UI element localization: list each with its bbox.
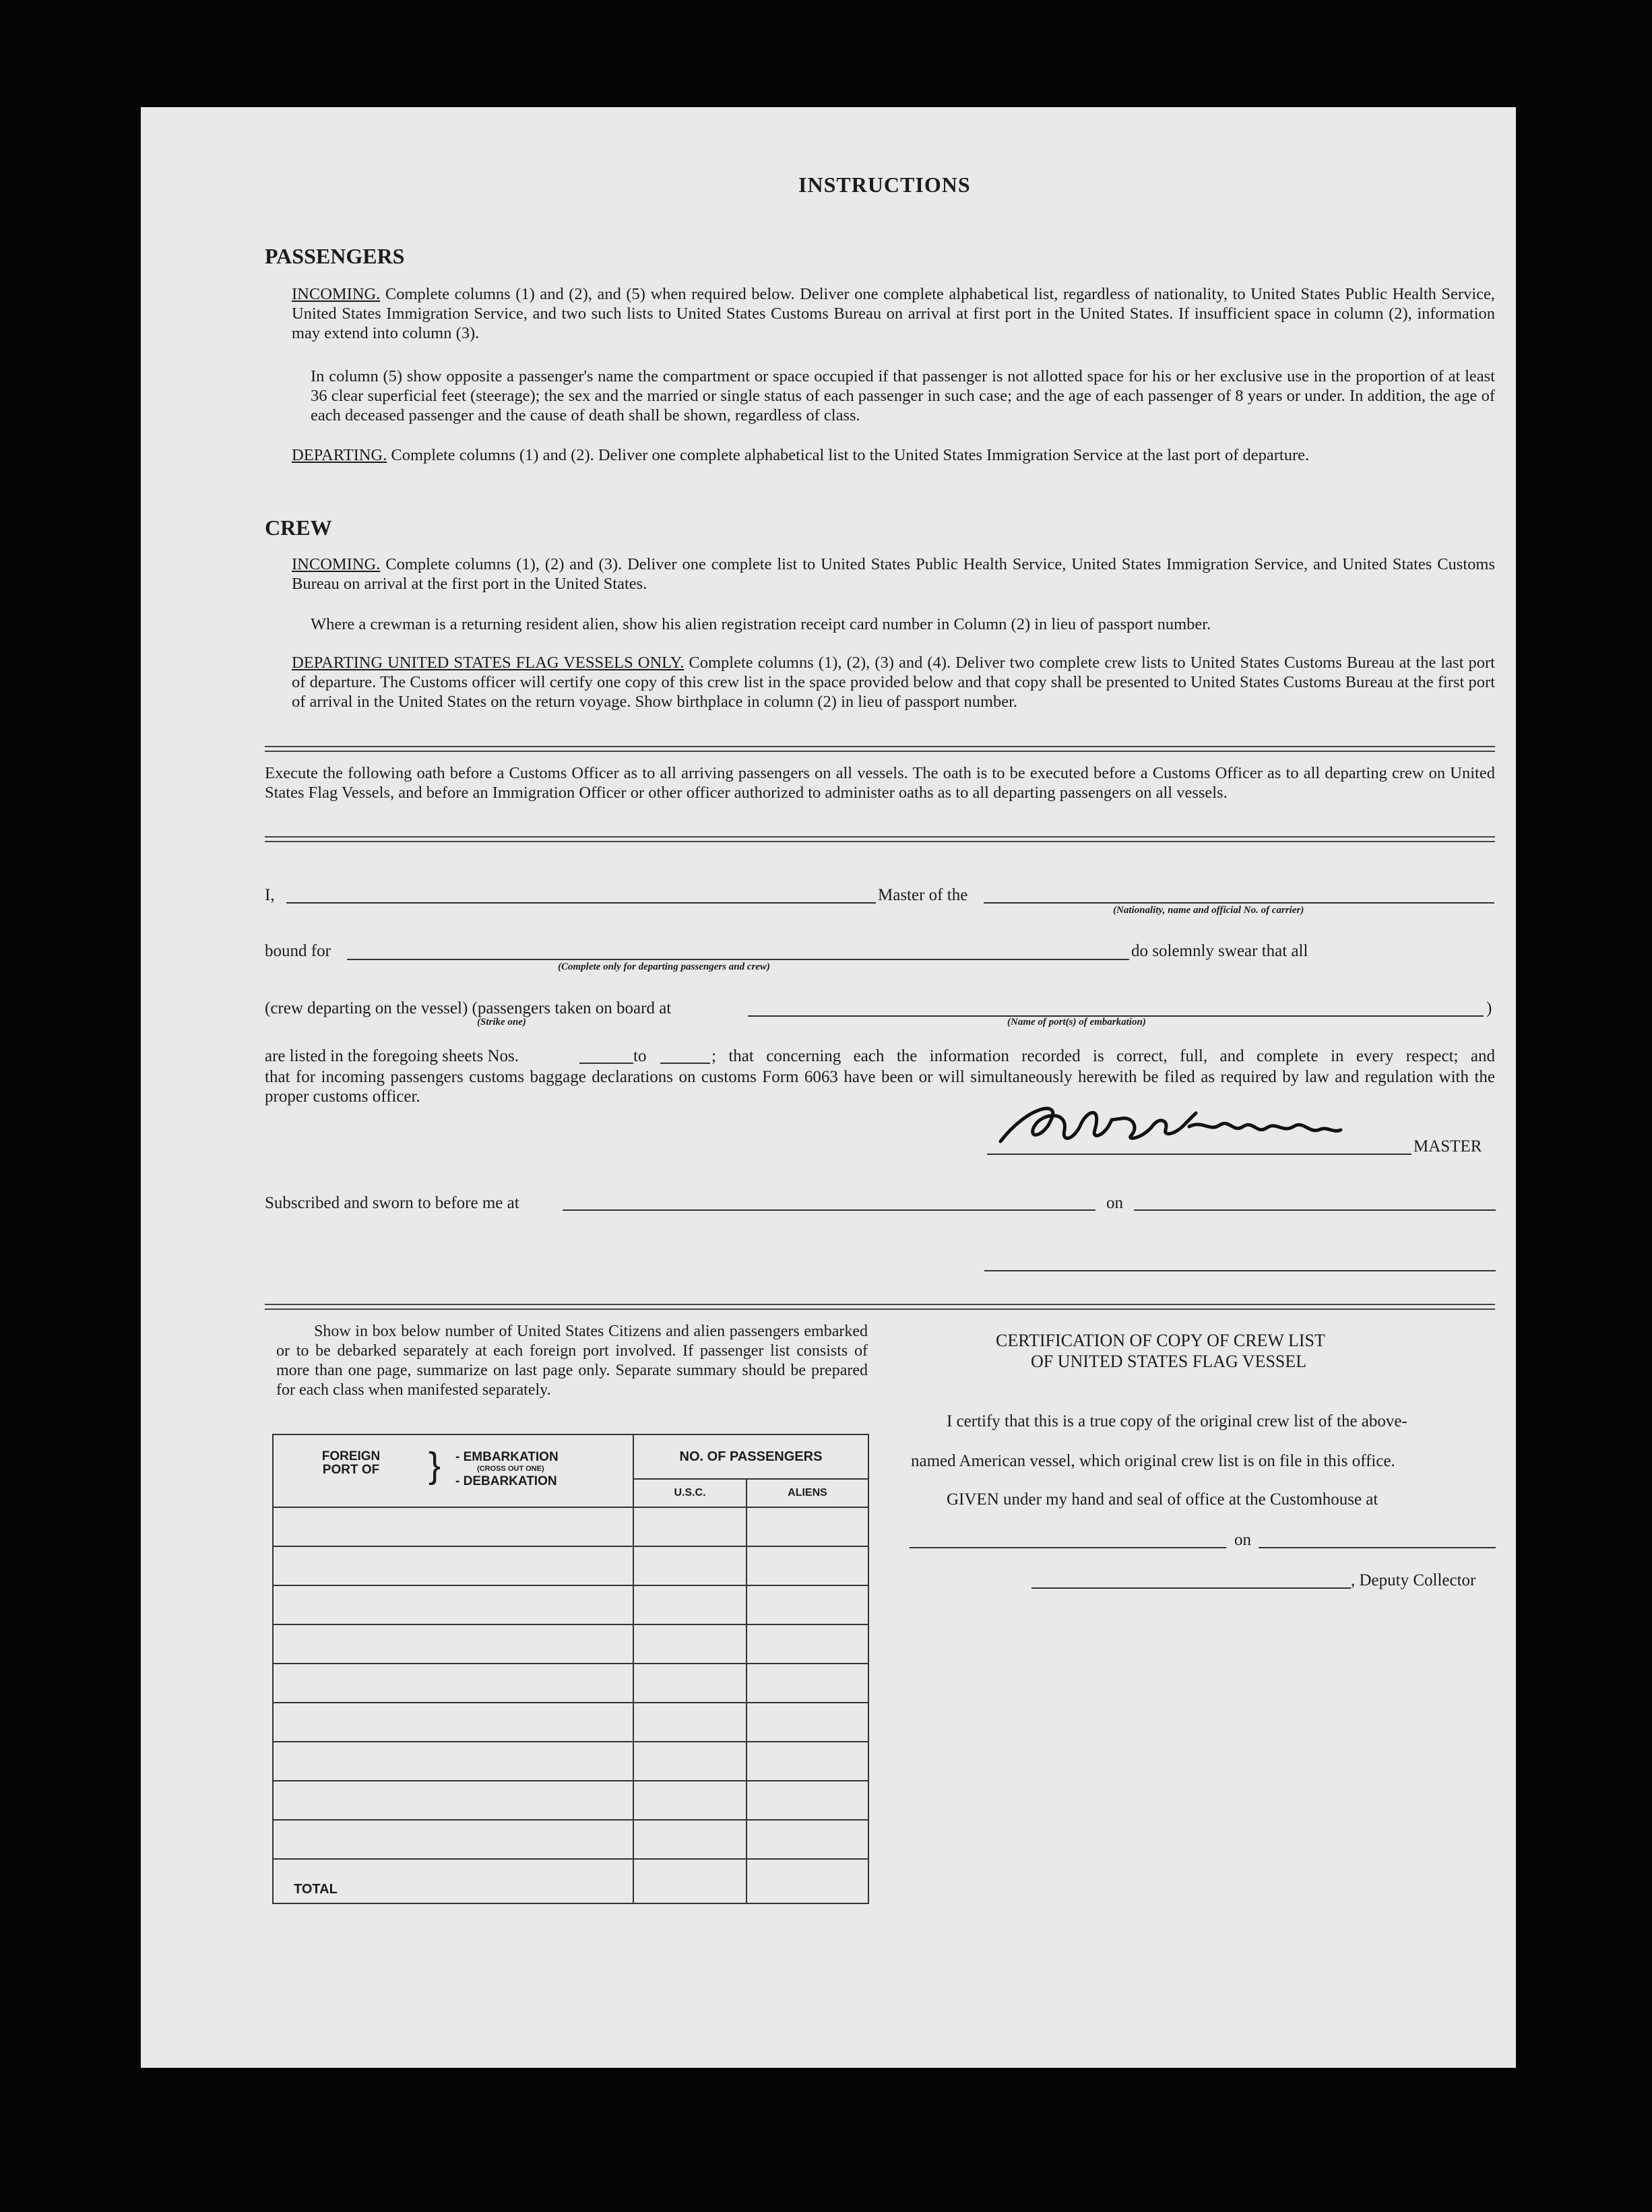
total-usc-cell[interactable] — [633, 1859, 746, 1903]
oath-i-label: I, — [265, 886, 275, 904]
total-aliens-cell[interactable] — [746, 1859, 868, 1903]
port-cell[interactable] — [273, 1742, 633, 1781]
passengers-heading: PASSENGERS — [265, 244, 405, 268]
aliens-header: ALIENS — [746, 1479, 868, 1507]
customhouse-field[interactable] — [910, 1547, 1226, 1548]
oath-listed-2: ; that concerning each the information recorded is correct, full, and complete in every respect; and — [711, 1047, 1495, 1065]
divider — [265, 746, 1495, 752]
carrier-caption: (Nationality, name and official No. of carrier) — [1113, 905, 1304, 916]
oath-intro: Execute the following oath before a Customs Officer as to all arriving passengers on all vessels. The oath is to be executed before a Customs Officer as to all departing crew on United States Flag Vessels, and before an Immigration Officer or other officer authorized to administer oaths as to all departing passengers on all vessels. — [265, 764, 1495, 802]
complete-caption: (Complete only for departing passengers and crew) — [558, 961, 770, 972]
no-passengers-header: NO. OF PASSENGERS — [633, 1434, 868, 1479]
aliens-cell[interactable] — [746, 1624, 868, 1664]
passengers-column5-paragraph — [311, 367, 1495, 425]
sheet-to-field[interactable] — [660, 1063, 710, 1064]
subscribed-label: Subscribed and sworn to before me at — [265, 1194, 519, 1212]
passengers-departing-label: DEPARTING. — [292, 446, 387, 464]
crew-departing-label: DEPARTING UNITED STATES FLAG VESSELS ONLY. — [292, 654, 685, 672]
sworn-date-field[interactable] — [1134, 1209, 1496, 1211]
master-label: MASTER — [1413, 1137, 1482, 1156]
total-row — [273, 1859, 868, 1903]
table-row — [273, 1703, 868, 1742]
usc-cell[interactable] — [633, 1585, 746, 1624]
passengers-column5-text: In column (5) show opposite a passenger's name the compartment or space occupied if that passenger is not allotted space for his or her exclusive use in the proportion of at least 36 clear superficial feet (steerage); the sex and the married or single status of each passenger in such case; and the age of each passenger of 8 years or under. In addition, the age of each deceased passenger and the cause of death shall be shown, regardless of class. — [311, 367, 1495, 424]
crew-alien-paragraph — [311, 614, 1495, 634]
passengers-incoming-paragraph — [292, 284, 1495, 343]
passengers-incoming-label: INCOMING. — [292, 285, 381, 303]
usc-cell[interactable] — [633, 1507, 746, 1546]
oath-close-paren: ) — [1486, 999, 1492, 1017]
strike-caption: (Strike one) — [477, 1017, 526, 1028]
sworn-place-field[interactable] — [563, 1209, 1095, 1211]
port-cell[interactable] — [273, 1546, 633, 1585]
usc-cell[interactable] — [633, 1820, 746, 1859]
oath-listed-3: that for incoming passengers customs baggage declarations on customs Form 6063 have been or will simultaneously herewith be filed as required by law and regulation with the proper customs officer. — [265, 1068, 1495, 1106]
usc-cell[interactable] — [633, 1703, 746, 1742]
total-label: TOTAL — [273, 1859, 633, 1903]
usc-header: U.S.C. — [633, 1479, 746, 1507]
carrier-field[interactable] — [984, 902, 1494, 904]
debarkation-label: - DEBARKATION — [455, 1474, 557, 1488]
oath-swear: do solemnly swear that all — [1131, 942, 1308, 960]
oath-listed-to: to — [633, 1047, 647, 1065]
port-cell[interactable] — [273, 1624, 633, 1664]
passenger-summary-table — [272, 1434, 869, 1904]
crew-incoming-text: Complete columns (1), (2) and (3). Deliver one complete list to United States Public Health Service, United States Immigration Service, and United States Customs Bureau on arrival at the first port in the United States. — [292, 555, 1495, 593]
passengers-departing-text: Complete columns (1) and (2). Deliver one complete alphabetical list to the United States Immigration Service at the last port of departure. — [387, 446, 1310, 464]
usc-cell[interactable] — [633, 1664, 746, 1703]
port-cell[interactable] — [273, 1781, 633, 1820]
certification-line-1: I certify that this is a true copy of the original crew list of the above- — [947, 1412, 1407, 1430]
certification-heading-2: OF UNITED STATES FLAG VESSEL — [1031, 1352, 1307, 1371]
aliens-cell[interactable] — [746, 1507, 868, 1546]
port-cell[interactable] — [273, 1585, 633, 1624]
port-cell[interactable] — [273, 1820, 633, 1859]
cross-out-label: (CROSS OUT ONE) — [477, 1465, 544, 1473]
usc-cell[interactable] — [633, 1546, 746, 1585]
oath-listed-1: are listed in the foregoing sheets Nos. — [265, 1047, 519, 1065]
aliens-cell[interactable] — [746, 1703, 868, 1742]
table-row — [273, 1664, 868, 1703]
passengers-incoming-text: Complete columns (1) and (2), and (5) when required below. Deliver one complete alphabetical list, regardless of nationality, to United States Public Health Service, United States Immigration Service, and two such lists to United States Customs Bureau on arrival at first port in the United States. If insufficient space in column (2), information may extend into column (3). — [292, 285, 1495, 342]
crew-heading: CREW — [265, 515, 332, 540]
deputy-collector-field[interactable] — [1031, 1587, 1351, 1589]
ports-caption: (Name of port(s) of embarkation) — [1007, 1017, 1146, 1028]
port-cell[interactable] — [273, 1664, 633, 1703]
subscribed-on: on — [1106, 1194, 1123, 1212]
table-row — [273, 1585, 868, 1624]
master-name-field[interactable] — [286, 902, 876, 904]
table-row — [273, 1820, 868, 1859]
aliens-cell[interactable] — [746, 1781, 868, 1820]
usc-cell[interactable] — [633, 1624, 746, 1664]
divider — [265, 1304, 1495, 1310]
aliens-cell[interactable] — [746, 1546, 868, 1585]
table-row — [273, 1624, 868, 1664]
oath-crew-departing: (crew departing on the vessel) (passengers taken on board at — [265, 999, 672, 1017]
aliens-cell[interactable] — [746, 1742, 868, 1781]
table-row — [273, 1546, 868, 1585]
port-cell[interactable] — [273, 1507, 633, 1546]
certification-line-2: named American vessel, which original crew list is on file in this office. — [911, 1452, 1395, 1470]
officer-signature-field[interactable] — [984, 1270, 1496, 1271]
foreign-port-label: FOREIGN PORT OF — [321, 1449, 381, 1477]
sheet-from-field[interactable] — [579, 1063, 633, 1064]
divider — [265, 836, 1495, 842]
table-row — [273, 1781, 868, 1820]
table-row — [273, 1742, 868, 1781]
usc-cell[interactable] — [633, 1742, 746, 1781]
certification-heading-1: CERTIFICATION OF COPY OF CREW LIST — [996, 1331, 1325, 1350]
crew-alien-text: Where a crewman is a returning resident alien, show his alien registration receipt card number in Column (2) in lieu of passport number. — [311, 615, 1211, 633]
embarkation-label: - EMBARKATION — [455, 1450, 559, 1464]
master-signature-line[interactable] — [987, 1154, 1411, 1155]
destination-field[interactable] — [347, 959, 1129, 960]
crew-incoming-paragraph — [292, 555, 1495, 594]
oath-bound-for: bound for — [265, 942, 331, 960]
brace-icon: } — [428, 1445, 441, 1486]
aliens-cell[interactable] — [746, 1664, 868, 1703]
page-title: INSTRUCTIONS — [798, 172, 971, 197]
deputy-collector-label: , Deputy Collector — [1351, 1571, 1476, 1589]
crew-incoming-label: INCOMING. — [292, 555, 381, 573]
certification-line-3: GIVEN under my hand and seal of office at the Customhouse at — [947, 1490, 1378, 1509]
master-signature — [987, 1100, 1378, 1154]
aliens-cell[interactable] — [746, 1585, 868, 1624]
crew-departing-text: Complete columns (1), (2), (3) and (4). Deliver two complete crew lists to United States Customs Bureau at the last port of departure. The Customs officer will certify one copy of this crew list in the space provided below and that copy shall be presented to United States Customs Bureau at the first port of arrival in the United States on the return voyage. Show birthplace in column (2) in lieu of passport number. — [292, 654, 1495, 711]
aliens-cell[interactable] — [746, 1820, 868, 1859]
usc-cell[interactable] — [633, 1781, 746, 1820]
port-header-cell — [273, 1434, 633, 1507]
port-cell[interactable] — [273, 1703, 633, 1742]
summary-note: Show in box below number of United States Citizens and alien passengers embarked or to be debarked separately at each foreign port involved. If passenger list consists of more than one page, summarize on last page only. Separate summary should be prepared for each class when manifested separately. — [276, 1323, 868, 1399]
certification-date-field[interactable] — [1259, 1547, 1496, 1548]
certification-on: on — [1234, 1531, 1251, 1549]
passengers-departing-paragraph — [292, 445, 1495, 465]
crew-departing-paragraph — [292, 653, 1495, 712]
table-row — [273, 1507, 868, 1546]
oath-master-of: Master of the — [878, 886, 968, 904]
